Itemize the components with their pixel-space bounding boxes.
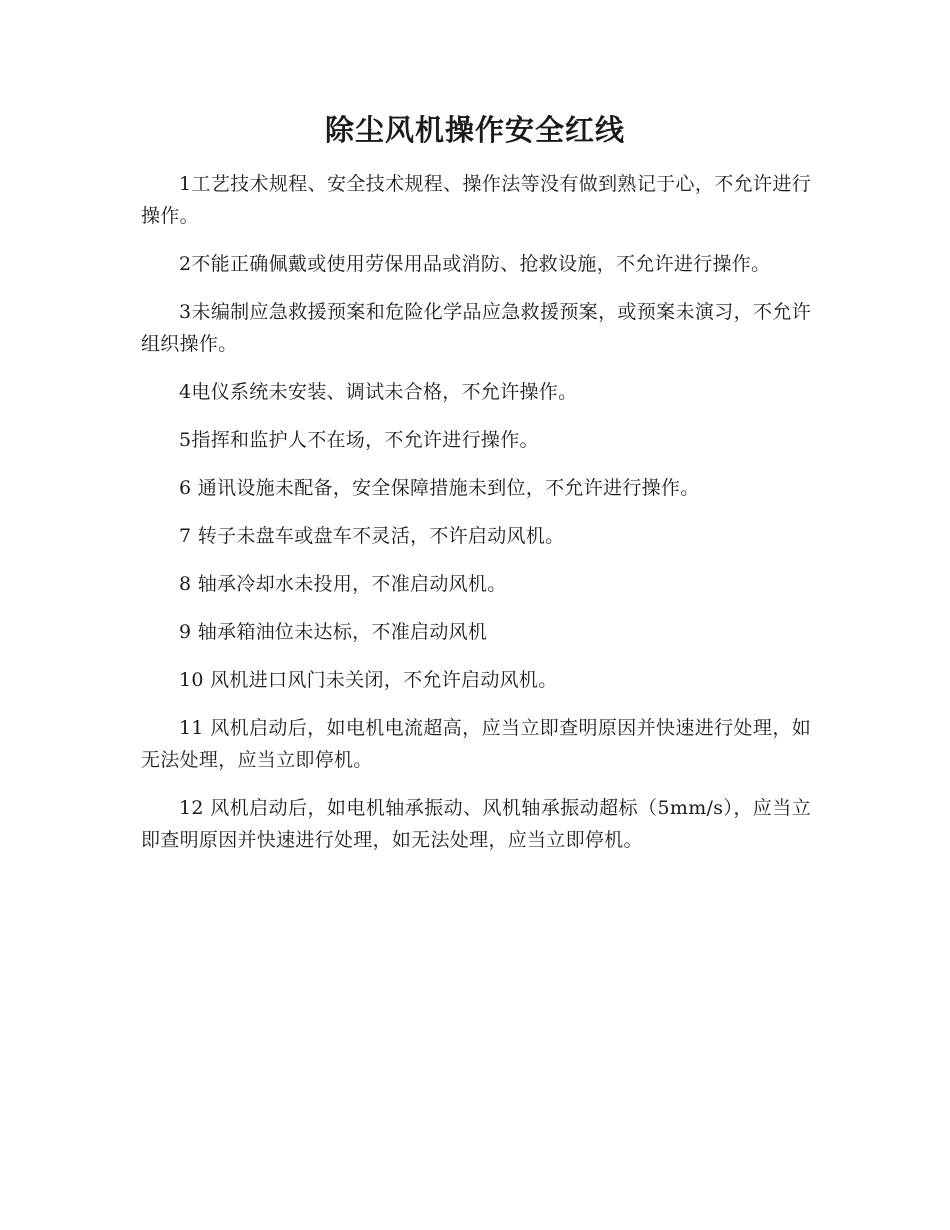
- paragraph-3: 3未编制应急救援预案和危险化学品应急救援预案，或预案未演习，不允许组织操作。: [141, 301, 811, 355]
- paragraph-1: 1工艺技术规程、安全技术规程、操作法等没有做到熟记于心，不允许进行操作。: [141, 173, 811, 227]
- paragraph-5: 5指挥和监护人不在场，不允许进行操作。: [179, 429, 539, 451]
- paragraph-2: 2不能正确佩戴或使用劳保用品或消防、抢救设施，不允许进行操作。: [179, 253, 771, 275]
- paragraph-10: 10 风机进口风门未关闭，不允许启动风机。: [179, 669, 558, 691]
- document-body: [141, 168, 811, 872]
- paragraph-11: 11 风机启动后，如电机电流超高，应当立即查明原因并快速进行处理，如无法处理，应当立即停机。: [141, 717, 811, 771]
- paragraph-4: 4电仪系统未安装、调试未合格，不允许操作。: [179, 381, 578, 403]
- document-title: 除尘风机操作安全红线: [324, 113, 625, 147]
- paragraph-6: 6 通讯设施未配备，安全保障措施未到位，不允许进行操作。: [179, 477, 700, 499]
- paragraph-7: 7 转子未盘车或盘车不灵活，不许启动风机。: [179, 525, 565, 547]
- paragraph-9: 9 轴承箱油位未达标，不准启动风机: [179, 621, 488, 643]
- paragraph-8: 8 轴承冷却水未投用，不准启动风机。: [179, 573, 507, 595]
- paragraph-12: 12 风机启动后，如电机轴承振动、风机轴承振动超标（5mm/s），应当立即查明原因并快速进行处理，如无法处理，应当立即停机。: [141, 797, 811, 851]
